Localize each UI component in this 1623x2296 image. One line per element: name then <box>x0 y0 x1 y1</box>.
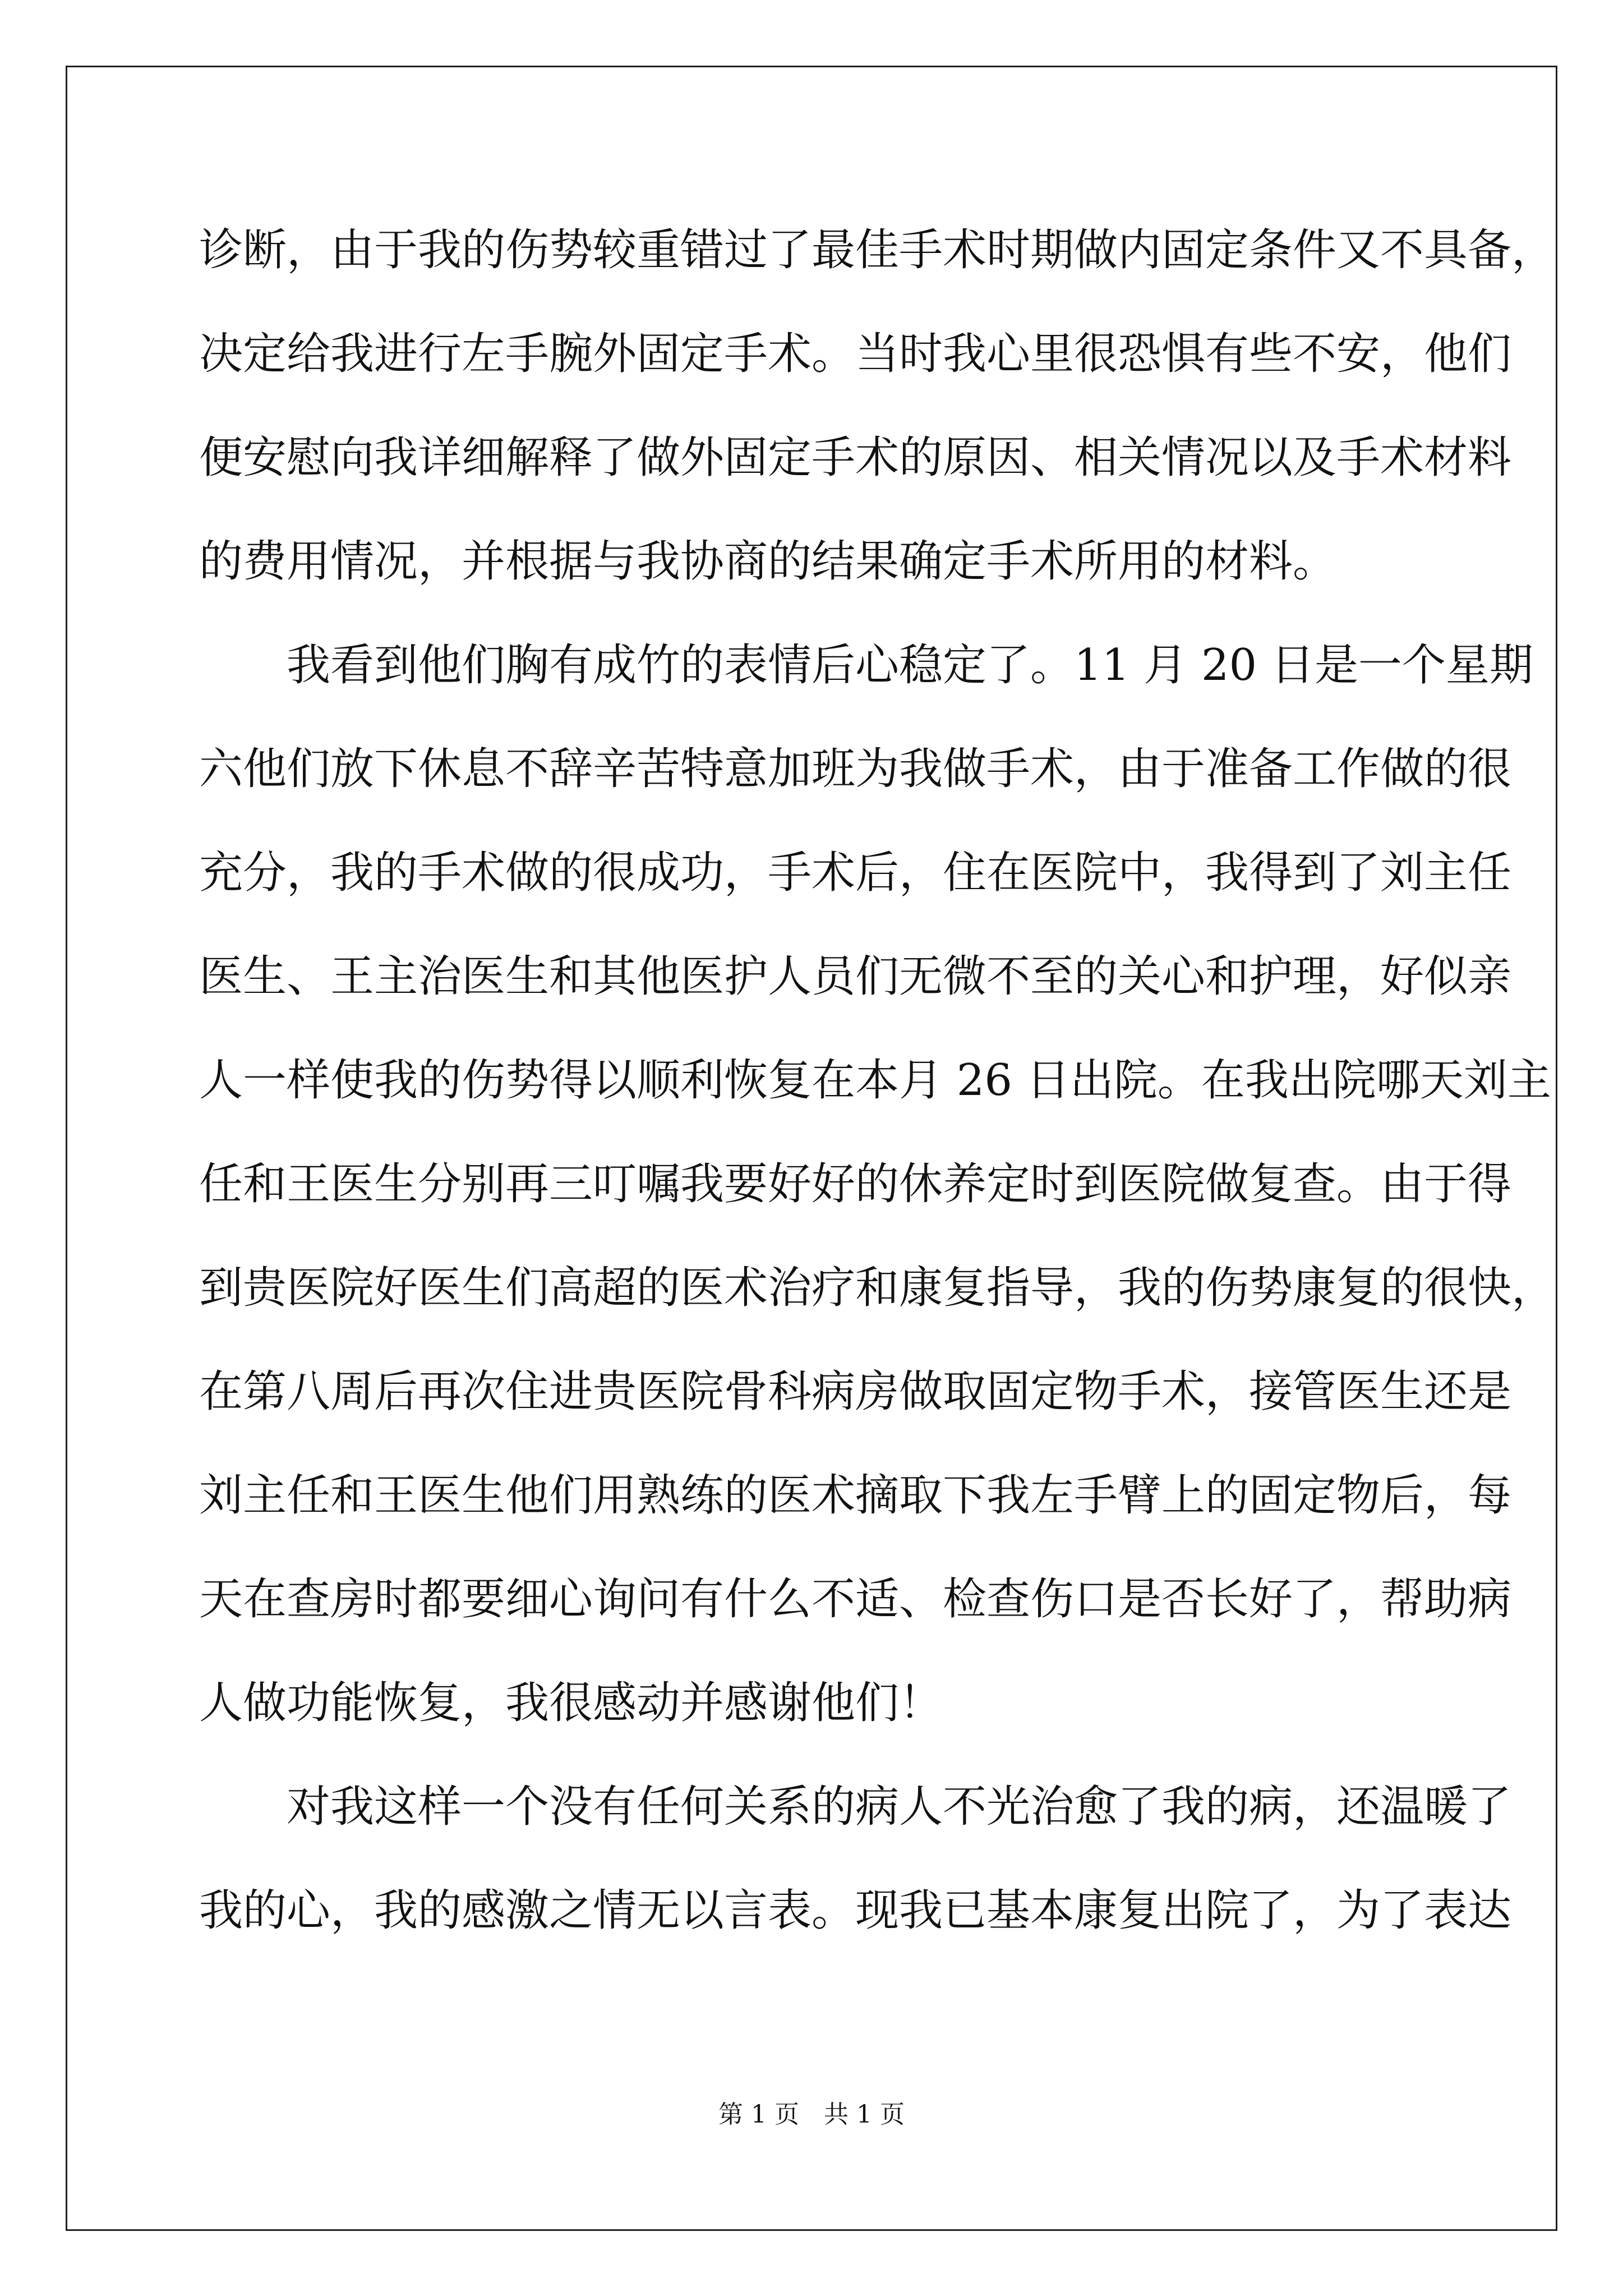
text-line: 的费用情况，并根据与我协商的结果确定手术所用的材料。 <box>199 536 1337 587</box>
text-line: 任和王医生分别再三叮嘱我要好好的休养定时到医院做复查。由于得 <box>199 1159 1512 1209</box>
text-line: 决定给我进行左手腕外固定手术。当时我心里很恐惧有些不安，他们 <box>199 329 1512 379</box>
page-footer: 第 1 页 共 1 页 <box>718 2100 905 2129</box>
text-line: 诊断，由于我的伤势较重错过了最佳手术时期做内固定条件又不具备， <box>199 225 1556 275</box>
text-line: 我看到他们胸有成竹的表情后心稳定了。11 月 20 日是一个星期 <box>199 640 1533 691</box>
text-line: 充分，我的手术做的很成功，手术后，住在医院中，我得到了刘主任 <box>199 848 1512 898</box>
text-line: 我的心，我的感激之情无以言表。现我已基本康复出院了，为了表达 <box>199 1885 1512 1936</box>
text-line: 人做功能恢复，我很感动并感谢他们！ <box>199 1678 943 1728</box>
text-line: 对我这样一个没有任何关系的病人不光治愈了我的病，还温暖了 <box>199 1782 1512 1832</box>
text-line: 到贵医院好医生们高超的医术治疗和康复指导，我的伤势康复的很快， <box>199 1263 1556 1313</box>
text-line: 六他们放下休息不辞辛苦特意加班为我做手术，由于准备工作做的很 <box>199 744 1512 794</box>
text-line: 天在查房时都要细心询问有什么不适、检查伤口是否长好了，帮助病 <box>199 1574 1512 1625</box>
text-line: 在第八周后再次住进贵医院骨科病房做取固定物手术，接管医生还是 <box>199 1366 1512 1417</box>
text-line: 人一样使我的伤势得以顺利恢复在本月 26 日出院。在我出院哪天刘主 <box>199 1055 1551 1106</box>
text-line: 医生、王主治医生和其他医护人员们无微不至的关心和护理，好似亲 <box>199 951 1512 1002</box>
text-line: 刘主任和王医生他们用熟练的医术摘取下我左手臂上的固定物后，每 <box>199 1470 1512 1521</box>
text-line: 便安慰向我详细解释了做外固定手术的原因、相关情况以及手术材料 <box>199 432 1512 483</box>
